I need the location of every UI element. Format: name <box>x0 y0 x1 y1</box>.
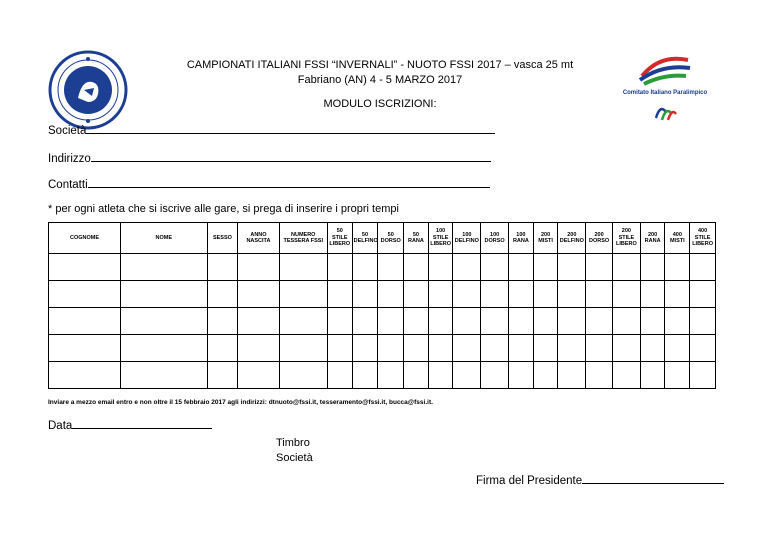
entry-cell[interactable] <box>586 362 613 389</box>
entry-cell[interactable] <box>352 281 378 308</box>
col-header: NUMERO TESSERA FSSI <box>279 223 327 254</box>
entry-cell[interactable] <box>428 281 453 308</box>
col-header: 50 DELFINO <box>352 223 378 254</box>
col-header: 100 RANA <box>509 223 534 254</box>
entry-cell[interactable] <box>207 281 238 308</box>
entry-cell[interactable] <box>586 254 613 281</box>
entry-cell[interactable] <box>238 308 279 335</box>
entry-cell[interactable] <box>352 362 378 389</box>
entry-cell[interactable] <box>238 281 279 308</box>
entry-cell[interactable] <box>279 335 327 362</box>
signature-field[interactable] <box>476 474 724 487</box>
entry-cell[interactable] <box>279 308 327 335</box>
entry-cell[interactable] <box>327 308 352 335</box>
entry-cell[interactable] <box>49 308 121 335</box>
entry-cell[interactable] <box>404 362 429 389</box>
entry-cell[interactable] <box>428 362 453 389</box>
col-header: COGNOME <box>49 223 121 254</box>
entry-cell[interactable] <box>509 308 534 335</box>
entry-cell[interactable] <box>404 254 429 281</box>
entry-cell[interactable] <box>352 308 378 335</box>
fssi-logo <box>48 50 128 130</box>
entry-cell[interactable] <box>238 335 279 362</box>
entry-cell[interactable] <box>533 335 558 362</box>
email-instructions: Inviare a mezzo email entro e non oltre il 15 febbraio 2017 agli indirizzi: dtnuoto@fssi.it, tesseramento@fssi.it, bucca@fssi.it. <box>48 399 433 406</box>
entry-cell[interactable] <box>612 335 640 362</box>
entry-cell[interactable] <box>279 281 327 308</box>
entry-cell[interactable] <box>612 254 640 281</box>
entry-cell[interactable] <box>238 254 279 281</box>
indirizzo-field[interactable] <box>48 152 491 165</box>
entry-cell[interactable] <box>558 281 586 308</box>
entry-cell[interactable] <box>533 308 558 335</box>
contatti-line[interactable] <box>88 178 490 188</box>
table-row <box>49 308 716 335</box>
entry-cell[interactable] <box>49 254 121 281</box>
event-title: CAMPIONATI ITALIANI FSSI “INVERNALI” - NUOTO FSSI 2017 – vasca 25 mt <box>186 59 574 71</box>
entry-cell[interactable] <box>378 281 404 308</box>
entry-cell[interactable] <box>352 335 378 362</box>
event-subtitle: Fabriano (AN) 4 - 5 MARZO 2017 <box>297 74 463 86</box>
entry-cell[interactable] <box>509 335 534 362</box>
entry-cell[interactable] <box>481 335 509 362</box>
entry-cell[interactable] <box>640 281 665 308</box>
entry-cell[interactable] <box>533 281 558 308</box>
entry-cell[interactable] <box>121 281 207 308</box>
stamp-label: Timbro <box>276 437 310 449</box>
entry-cell[interactable] <box>207 308 238 335</box>
entry-cell[interactable] <box>327 254 352 281</box>
entry-cell[interactable] <box>509 362 534 389</box>
col-header: SESSO <box>207 223 238 254</box>
entry-cell[interactable] <box>238 362 279 389</box>
indirizzo-label: Indirizzo <box>48 153 91 165</box>
entry-cell[interactable] <box>690 362 716 389</box>
entry-cell[interactable] <box>121 254 207 281</box>
col-header: 200 DELFINO <box>558 223 586 254</box>
entry-cell[interactable] <box>640 335 665 362</box>
col-header: ANNO NASCITA <box>238 223 279 254</box>
col-header: 200 STILE LIBERO <box>612 223 640 254</box>
entry-cell[interactable] <box>404 281 429 308</box>
entry-cell[interactable] <box>558 254 586 281</box>
col-header: 50 RANA <box>404 223 429 254</box>
entry-cell[interactable] <box>665 308 690 335</box>
entry-cell[interactable] <box>690 308 716 335</box>
indirizzo-line[interactable] <box>91 152 491 162</box>
entry-cell[interactable] <box>428 308 453 335</box>
entry-cell[interactable] <box>640 308 665 335</box>
stamp-label-societa: Società <box>276 452 313 464</box>
entry-cell[interactable] <box>404 335 429 362</box>
entry-cell[interactable] <box>279 254 327 281</box>
data-line[interactable] <box>72 419 212 429</box>
entry-cell[interactable] <box>558 308 586 335</box>
entry-cell[interactable] <box>453 308 481 335</box>
entry-cell[interactable] <box>121 335 207 362</box>
entry-cell[interactable] <box>453 335 481 362</box>
entry-cell[interactable] <box>49 362 121 389</box>
table-row <box>49 362 716 389</box>
entry-cell[interactable] <box>121 362 207 389</box>
col-header: 100 DELFINO <box>453 223 481 254</box>
entry-cell[interactable] <box>533 254 558 281</box>
col-header: 400 STILE LIBERO <box>690 223 716 254</box>
table-row <box>49 254 716 281</box>
entry-cell[interactable] <box>352 254 378 281</box>
col-header: 50 STILE LIBERO <box>327 223 352 254</box>
entry-cell[interactable] <box>665 335 690 362</box>
entry-cell[interactable] <box>378 308 404 335</box>
entry-cell[interactable] <box>481 308 509 335</box>
col-header: 400 MISTI <box>665 223 690 254</box>
entry-cell[interactable] <box>453 362 481 389</box>
entry-cell[interactable] <box>428 335 453 362</box>
entry-cell[interactable] <box>509 254 534 281</box>
entry-cell[interactable] <box>640 254 665 281</box>
entry-cell[interactable] <box>612 308 640 335</box>
entry-cell[interactable] <box>327 335 352 362</box>
entry-cell[interactable] <box>509 281 534 308</box>
entry-cell[interactable] <box>558 362 586 389</box>
entry-cell[interactable] <box>533 362 558 389</box>
entry-cell[interactable] <box>378 254 404 281</box>
contatti-label: Contatti <box>48 179 88 191</box>
entry-cell[interactable] <box>690 335 716 362</box>
entry-cell[interactable] <box>49 335 121 362</box>
entry-cell[interactable] <box>690 254 716 281</box>
entry-cell[interactable] <box>404 308 429 335</box>
col-header: 50 DORSO <box>378 223 404 254</box>
table-header-row <box>49 223 716 254</box>
entry-cell[interactable] <box>586 335 613 362</box>
data-field[interactable] <box>48 419 212 432</box>
registration-table <box>48 222 716 389</box>
entry-cell[interactable] <box>207 335 238 362</box>
col-header: 200 MISTI <box>533 223 558 254</box>
col-header: 200 RANA <box>640 223 665 254</box>
entry-cell[interactable] <box>586 281 613 308</box>
table-row <box>49 281 716 308</box>
entry-cell[interactable] <box>665 254 690 281</box>
data-label: Data <box>48 420 73 432</box>
entry-cell[interactable] <box>612 281 640 308</box>
table-row <box>49 335 716 362</box>
entry-cell[interactable] <box>586 308 613 335</box>
contatti-field[interactable] <box>48 178 490 191</box>
signature-line[interactable] <box>582 474 724 484</box>
entry-cell[interactable] <box>327 362 352 389</box>
entry-cell[interactable] <box>612 362 640 389</box>
entry-cell[interactable] <box>640 362 665 389</box>
col-header: 100 DORSO <box>481 223 509 254</box>
entry-cell[interactable] <box>665 281 690 308</box>
signature-label: Firma del Presidente <box>476 475 583 487</box>
cip-logo-text: Comitato Italiano Paralimpico <box>622 90 708 96</box>
entry-cell[interactable] <box>690 281 716 308</box>
societa-label: Società <box>48 125 87 137</box>
times-note: * per ogni atleta che si iscrive alle gare, si prega di inserire i propri tempi <box>48 203 399 215</box>
entry-cell[interactable] <box>481 281 509 308</box>
entry-cell[interactable] <box>207 362 238 389</box>
col-header: 200 DORSO <box>586 223 613 254</box>
entry-cell[interactable] <box>481 254 509 281</box>
entry-cell[interactable] <box>378 335 404 362</box>
entry-cell[interactable] <box>453 281 481 308</box>
societa-field[interactable] <box>48 124 495 137</box>
entry-cell[interactable] <box>121 308 207 335</box>
cip-logo <box>620 50 710 136</box>
entry-cell[interactable] <box>327 281 352 308</box>
entry-cell[interactable] <box>49 281 121 308</box>
societa-line[interactable] <box>86 124 495 134</box>
entry-cell[interactable] <box>428 254 453 281</box>
entry-cell[interactable] <box>558 335 586 362</box>
col-header: NOME <box>121 223 207 254</box>
entry-cell[interactable] <box>378 362 404 389</box>
entry-cell[interactable] <box>481 362 509 389</box>
entry-cell[interactable] <box>665 362 690 389</box>
form-title: MODULO ISCRIZIONI: <box>323 98 437 110</box>
entry-cell[interactable] <box>279 362 327 389</box>
col-header: 100 STILE LIBERO <box>428 223 453 254</box>
entry-cell[interactable] <box>207 254 238 281</box>
entry-cell[interactable] <box>453 254 481 281</box>
stamp-area <box>276 436 313 466</box>
